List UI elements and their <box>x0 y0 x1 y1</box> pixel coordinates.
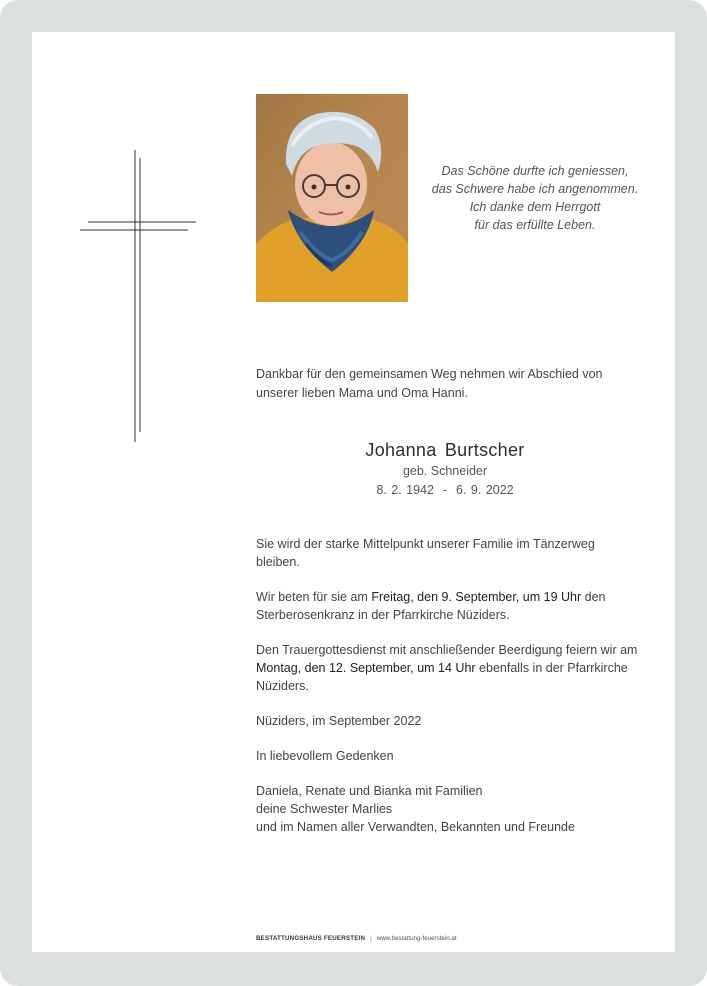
service-line-1: Den Trauergottesdienst mit anschließender Beerdigung feiern wir am <box>256 643 638 657</box>
mourners <box>256 782 636 836</box>
footer <box>256 935 457 942</box>
paragraph-legacy: Sie wird der starke Mittelpunkt unserer Familie im Tänzerweg bleiben. <box>256 537 595 569</box>
life-dates <box>256 482 634 498</box>
mourner-line: und im Namen aller Verwandten, Bekannten und Freunde <box>256 820 575 834</box>
intro-line: unserer lieben Mama und Oma Hanni. <box>256 385 468 400</box>
service-datetime: Montag, den 12. September, um 14 Uhr <box>256 661 476 675</box>
death-date: 6. 9. 2022 <box>456 483 514 497</box>
obituary-body <box>256 535 636 853</box>
quote-line: für das erfüllte Leben. <box>474 218 596 232</box>
rosary-post: den <box>581 590 606 604</box>
service-post: ebenfalls in der Pfarrkirche <box>475 661 628 675</box>
service-line-2 <box>256 659 636 677</box>
paragraph-rosary <box>256 588 636 624</box>
mourner-line: Daniela, Renate und Bianka mit Familien <box>256 784 483 798</box>
last-name: Burtscher <box>444 440 525 460</box>
first-name: Johanna <box>365 440 437 460</box>
cross-icon <box>78 150 198 442</box>
quote-line: Ich danke dem Herrgott <box>469 200 601 214</box>
paragraph-service <box>256 641 636 695</box>
portrait-photo <box>256 94 408 302</box>
birth-date: 8. 2. 1942 <box>376 483 434 497</box>
intro-line: Dankbar für den gemeinsamen Weg nehmen wir Abschied von <box>256 367 603 381</box>
place-date: Nüziders, im September 2022 <box>256 714 422 728</box>
intro-text <box>256 365 636 402</box>
funeral-home-name: BESTATTUNGSHAUS FEUERSTEIN <box>256 935 366 942</box>
mourner-line: deine Schwester Marlies <box>256 802 393 816</box>
memorial-quote <box>420 162 650 234</box>
rosary-line-2: Sterberosenkranz in der Pfarrkirche Nüziders. <box>256 608 510 622</box>
quote-line: das Schwere habe ich angenommen. <box>431 182 639 196</box>
closing-line: In liebevollem Gedenken <box>256 749 394 763</box>
rosary-datetime: Freitag, den 9. September, um 19 Uhr <box>371 590 582 604</box>
footer-separator: | <box>370 935 372 942</box>
rosary-line-1 <box>256 588 636 606</box>
deceased-block <box>256 438 634 498</box>
rosary-pre: Wir beten für sie am <box>256 590 372 604</box>
date-separator: - <box>442 483 448 497</box>
quote-line: Das Schöne durfte ich geniessen, <box>441 164 629 178</box>
deceased-name <box>256 438 634 462</box>
service-line-3: Nüziders. <box>256 679 309 693</box>
footer-url[interactable]: www.bestattung-feuerstein.at <box>376 935 457 942</box>
birth-name: geb. Schneider <box>402 464 488 478</box>
portrait-image <box>256 94 408 302</box>
